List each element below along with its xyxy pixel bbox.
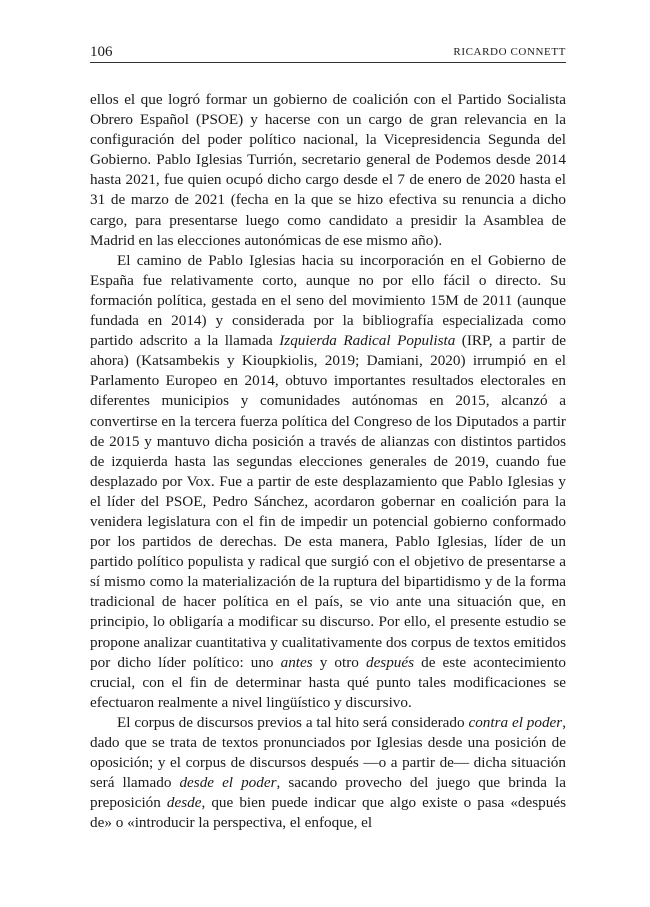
text-segment: El camino de Pablo Iglesias hacia su incorporación en el Gobierno de España fue relativamente corto, aunque no por ello fácil o directo. Su formación política, gestada en el seno del movimiento 15M de 2011 (aunque fundada en 2014) y considerada por la bibliografía especializada como partido adscrito a la llamada (90, 251, 566, 350)
page-header (90, 40, 566, 63)
italic-term: contra el poder (468, 713, 563, 731)
italic-term: después (365, 653, 415, 671)
body-text (90, 90, 566, 833)
paragraph-2 (90, 251, 566, 713)
italic-term: desde el poder (179, 774, 277, 792)
text-segment: ellos el que logró formar un gobierno de coalición con el Partido Socialista Obrero Español (PSOE) y hacerse con un cargo de gran relevancia en la configuración del poder político nacional, la Vicepresidencia Segunda del Gobierno. Pablo Iglesias Turrión, secretario general de Podemos desde 2014 hasta 2021, fue quien ocupó dicho cargo desde el 7 de enero de 2020 hasta el 31 de marzo de 2021 (fecha en la que se hizo efectiva su renuncia a dicho cargo, para presentarse luego como candidato a presidir la Asamblea de Madrid en las elecciones autonómicas de ese mismo año). (90, 91, 566, 249)
paragraph-3 (90, 713, 566, 834)
italic-term: antes (280, 653, 313, 671)
running-head-author: RICARDO CONNETT (453, 46, 566, 58)
italic-term: Izquierda Radical Populista (279, 332, 456, 350)
paragraph-1 (90, 90, 566, 251)
text-segment: , dado que se trata de textos pronunciados por Iglesias desde una posición de oposición; y el corpus de discursos después —o a partir de— dicha situación será llamado (90, 713, 566, 792)
text-segment: , sacando provecho del juego que brinda la preposición (90, 774, 566, 812)
text-segment: (IRP, a partir de ahora) (Katsambekis y Kioupkiolis, 2019; Damiani, 2020) irrumpió en el Parlamento Europeo en 2014, obtuvo importantes resultados electorales en diferentes municipios y comunidades autónomas en 2015, alcanzó a convertirse en la tercera fuerza política del Congreso de los Diputados a partir de 2015 y mantuvo dicha posición a través de alianzas con distintos partidos de izquierda hasta las segundas elecciones generales de 2019, cuando fue desplazado por Vox. Fue a partir de este desplazamiento que Pablo Iglesias y el líder del PSOE, Pedro Sánchez, acordaron gobernar en coalición para la venidera legislatura con el fin de impedir un potencial gobierno conformado por los partidos de derechas. De esta manera, Pablo Iglesias, líder de un partido político populista y radical que surgió con el objetivo de presentarse a sí mismo como la materialización de la ruptura del bipartidismo y de la forma tradicional de hacer política en el país, se vio ante una situación que, en principio, lo obligaría a modificar su discurso. Por ello, el presente estudio se propone analizar cuantitativa y cualitativamente dos corpus de textos emitidos por dicho líder político: uno (90, 332, 566, 671)
text-segment: de este acontecimiento crucial, con el fin de determinar hasta qué punto tales modificaciones se efectuaron realmente a nivel lingüístico y discursivo. (90, 653, 567, 711)
text-segment: , que bien puede indicar que algo existe o pasa «después de» o «introducir la perspectiva, el enfoque, el (90, 794, 567, 832)
text-segment: y otro (312, 653, 366, 671)
italic-term: desde (166, 794, 202, 812)
page-number: 106 (90, 44, 113, 60)
text-segment: El corpus de discursos previos a tal hito será considerado (117, 713, 469, 731)
